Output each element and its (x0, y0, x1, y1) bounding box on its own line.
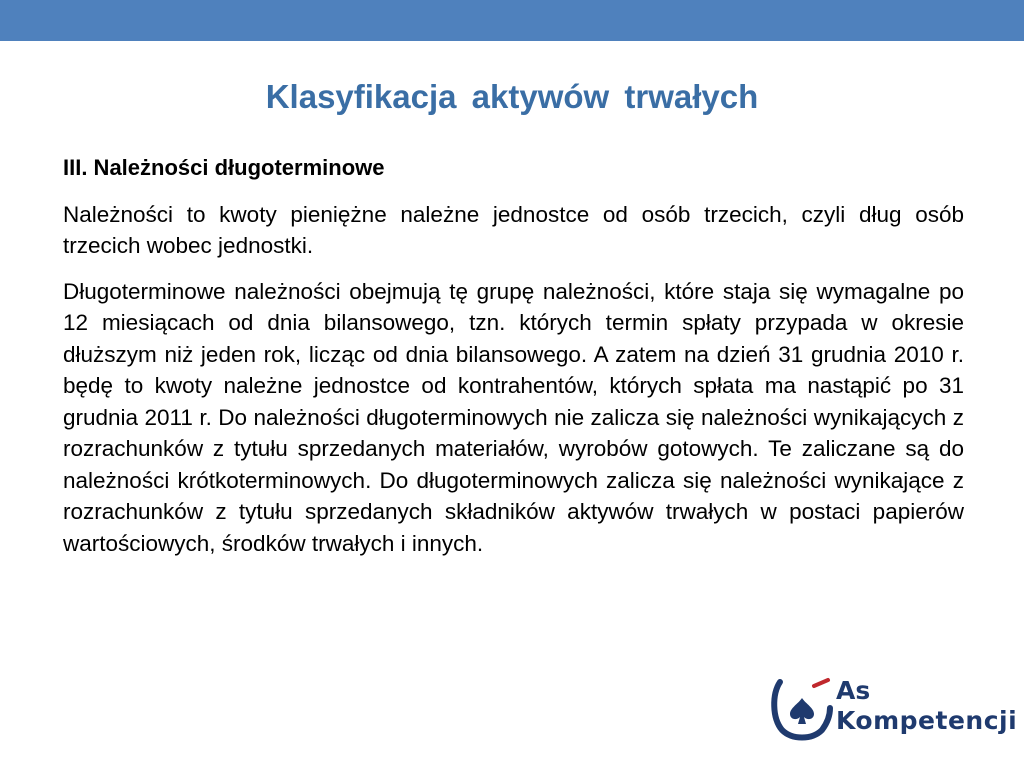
top-bar (0, 0, 1024, 41)
slide-content (63, 152, 964, 573)
paragraph-details: Długoterminowe należności obejmują tę grupę należności, które staja się wymagalne po 12 miesiącach od dnia bilansowego, tzn. których termin spłaty przypada w okresie dłuższym niż jeden rok, licząc od dnia bilansowego. A zatem na dzień 31 grudnia 2010 r. będę to kwoty należne jednostce od kontrahentów, których spłata ma nastąpić po 31 grudnia 2011 r. Do należności długoterminowych nie zalicza się należności wynikających z rozrachunków z tytułu sprzedanych materiałów, wyrobów gotowych. Te zaliczane są do należności krótkoterminowych. Do długoterminowych zalicza się należności wynikające z rozrachunków z tytułu sprzedanych składników aktywów trwałych w postaci papierów wartościowych, środków trwałych i innych. (63, 278, 964, 556)
logo-text (836, 676, 1017, 736)
slide-title: Klasyfikacja aktywów trwałych (265, 78, 759, 115)
logo-emblem-icon (770, 672, 834, 744)
logo-line-as: As (836, 676, 871, 705)
section-heading: III. Należności długoterminowe (63, 155, 385, 180)
logo-line-kompetencji: Kompetencji (836, 706, 1018, 735)
as-kompetencji-logo (770, 672, 1018, 744)
paragraph-definition: Należności to kwoty pieniężne należne jednostce od osób trzecich, czyli dług osób trzecich wobec jednostki. (63, 201, 964, 258)
